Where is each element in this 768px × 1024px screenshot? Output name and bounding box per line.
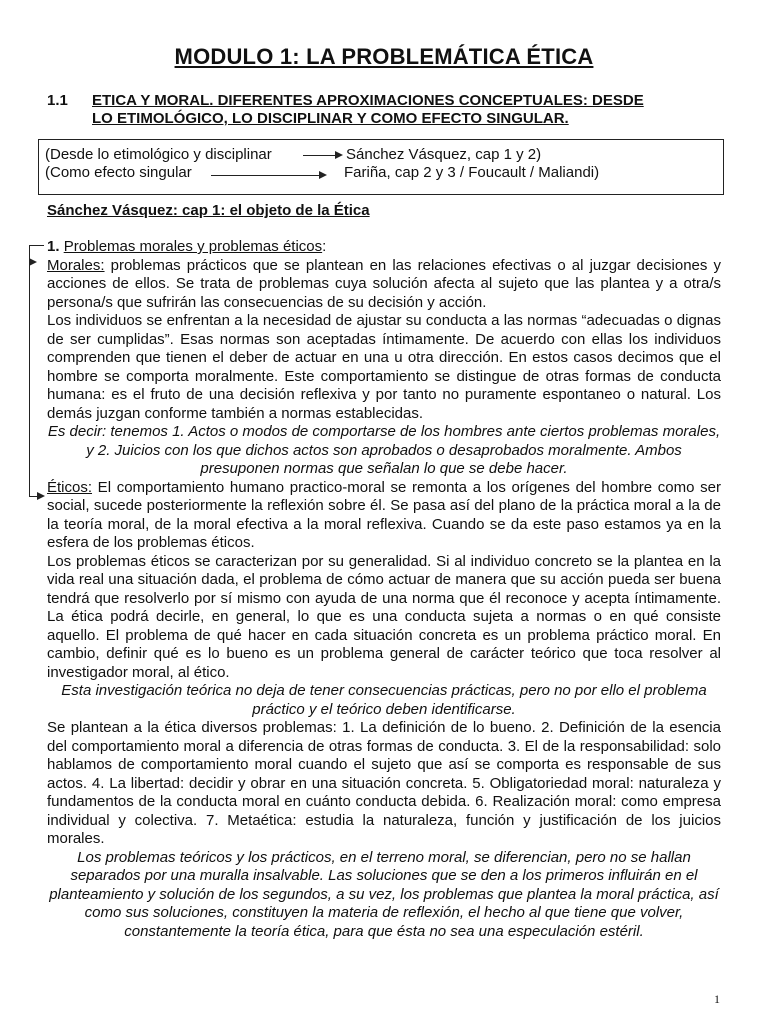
- bracket-connector-line: [29, 245, 30, 497]
- heading-text: Problemas morales y problemas éticos: [63, 238, 323, 255]
- morales-paragraph-1: [47, 257, 721, 313]
- body-text: [47, 238, 721, 941]
- document-title: MODULO 1: LA PROBLEMÁTICA ÉTICA: [174, 44, 594, 69]
- section-title-line2: LO ETIMOLÓGICO, LO DISCIPLINAR Y COMO EFECTO SINGULAR.: [92, 110, 569, 127]
- heading-colon: :: [322, 238, 327, 255]
- bracket-connector-top: [29, 245, 44, 246]
- eticos-text-1: El comportamiento humano practico-moral se remonta a los orígenes del hombre como ser social, sucede posteriormente la reflexión sobre él. Se pasa así del plano de la práctica moral a la de la teoría moral, de la moral efectiva a la moral reflexiva. Cuando se da este paso estamos ya en la esfera de los problemas éticos.: [47, 478, 721, 551]
- page-number: 1: [714, 992, 720, 1006]
- eticos-italic-note-1: Esta investigación teórica no deja de tener consecuencias prácticas, pero no por ello el problema práctico y el teórico deben identificarse.: [61, 682, 707, 718]
- morales-term: Morales:: [47, 256, 105, 274]
- morales-text-1: problemas prácticos que se plantean en las relaciones efectivas o al juzgar decisiones y acciones de ellos. Se trata de problemas cuya solución afecta al sujeto que las plantea y a otra/s persona/s que sufrirán las consecuencias de su decisión y acción.: [47, 256, 721, 311]
- section-title: [92, 92, 732, 128]
- morales-italic-note: Es decir: tenemos 1. Actos o modos de comportarse de los hombres ante ciertos problemas morales, y 2. Juicios con los que dichos actos son aprobados o desaprobados moralmente. Ambos presuponen normas que señalan lo que se debe hacer.: [47, 423, 721, 477]
- eticos-paragraph-1: [47, 479, 721, 553]
- reference-label-1: (Desde lo etimológico y disciplinar: [45, 146, 272, 163]
- references-box: [38, 139, 724, 195]
- eticos-term: Éticos:: [47, 478, 93, 496]
- section-title-line1: ETICA Y MORAL. DIFERENTES APROXIMACIONES CONCEPTUALES: DESDE: [92, 92, 644, 109]
- reference-arrow-2-line: [211, 175, 321, 176]
- heading-problems: [47, 238, 721, 257]
- eticos-paragraph-3: Se plantean a la ética diversos problemas: 1. La definición de lo bueno. 2. Definición de la esencia del comportamiento moral a diferencia de otras formas de conducta. 3. El de la responsabilidad: solo hablamos de comportamiento moral cuando el sujeto que así se comporta es responsable de sus actos. 4. La libertad: decidir y obrar en una situación concreta. 5. Obligatoriedad moral: naturaleza y fundamentos de la conducta moral en cuánto conducta debida. 6. Realización moral: como empresa individual y colectiva. 7. Metaética: estudia la naturaleza, función y justificación de los juicios morales.: [47, 719, 721, 847]
- reference-label-2: (Como efecto singular: [45, 164, 192, 181]
- heading-number: 1.: [47, 238, 60, 255]
- morales-paragraph-2: Los individuos se enfrentan a la necesidad de ajustar su conducta a las normas “adecuadas o dignas de ser cumplidas”. Esas normas son aceptadas íntimamente. De acuerdo con ellas los individuos comprenden que tienen el deber de actuar en una u otra dirección. En estos casos decimos que el hombre se comporta moralmente. Este comportamiento se distingue de otras formas de conducta humana: es el fruto de una decisión reflexiva y por tanto no puramente espontaneo o natural. Los demás juzgan conforme también a normas establecidas.: [47, 312, 721, 422]
- reference-target-2: Fariña, cap 2 y 3 / Foucault / Maliandi): [344, 164, 600, 181]
- reference-arrow-1-line: [303, 155, 337, 156]
- reference-target-1: Sánchez Vásquez, cap 1 y 2): [346, 146, 542, 163]
- section-number: 1.1: [47, 92, 68, 109]
- eticos-paragraph-2: Los problemas éticos se caracterizan por su generalidad. Si al individuo concreto se la plantea en la vida real una situación dada, el problema de cómo actuar de manera que su acción pueda ser buena tendrá que resolverlo por sí mismo con ayuda de una norma que él reconoce y acepta íntimamente. La ética podrá decirle, en general, lo que es una conducta sujeta a normas o en qué consiste aquello. El problema de qué hacer en cada situación concreta es un problema práctico moral. En cambio, definir qué es lo bueno es un problema general de carácter teórico que toca resolver al investigador moral, al ético.: [47, 552, 721, 681]
- arrow-right-icon: [29, 258, 37, 266]
- arrow-right-icon: [335, 151, 343, 159]
- arrow-right-icon: [37, 492, 45, 500]
- arrow-right-icon: [319, 171, 327, 179]
- eticos-italic-note-2: Los problemas teóricos y los prácticos, en el terreno moral, se diferencian, pero no se hallan separados por una muralla insalvable. Las soluciones que se den a los primeros influirán en el planteamiento y solución de los segundos, a su vez, los problemas que plantea la moral práctica, así como sus soluciones, constituyen la materia de reflexión, el hecho al que tiene que volver, constantemente la teoría ética, para que ésta no sea una especulación estéril.: [49, 848, 719, 940]
- chapter-title: Sánchez Vásquez: cap 1: el objeto de la Ética: [47, 202, 370, 219]
